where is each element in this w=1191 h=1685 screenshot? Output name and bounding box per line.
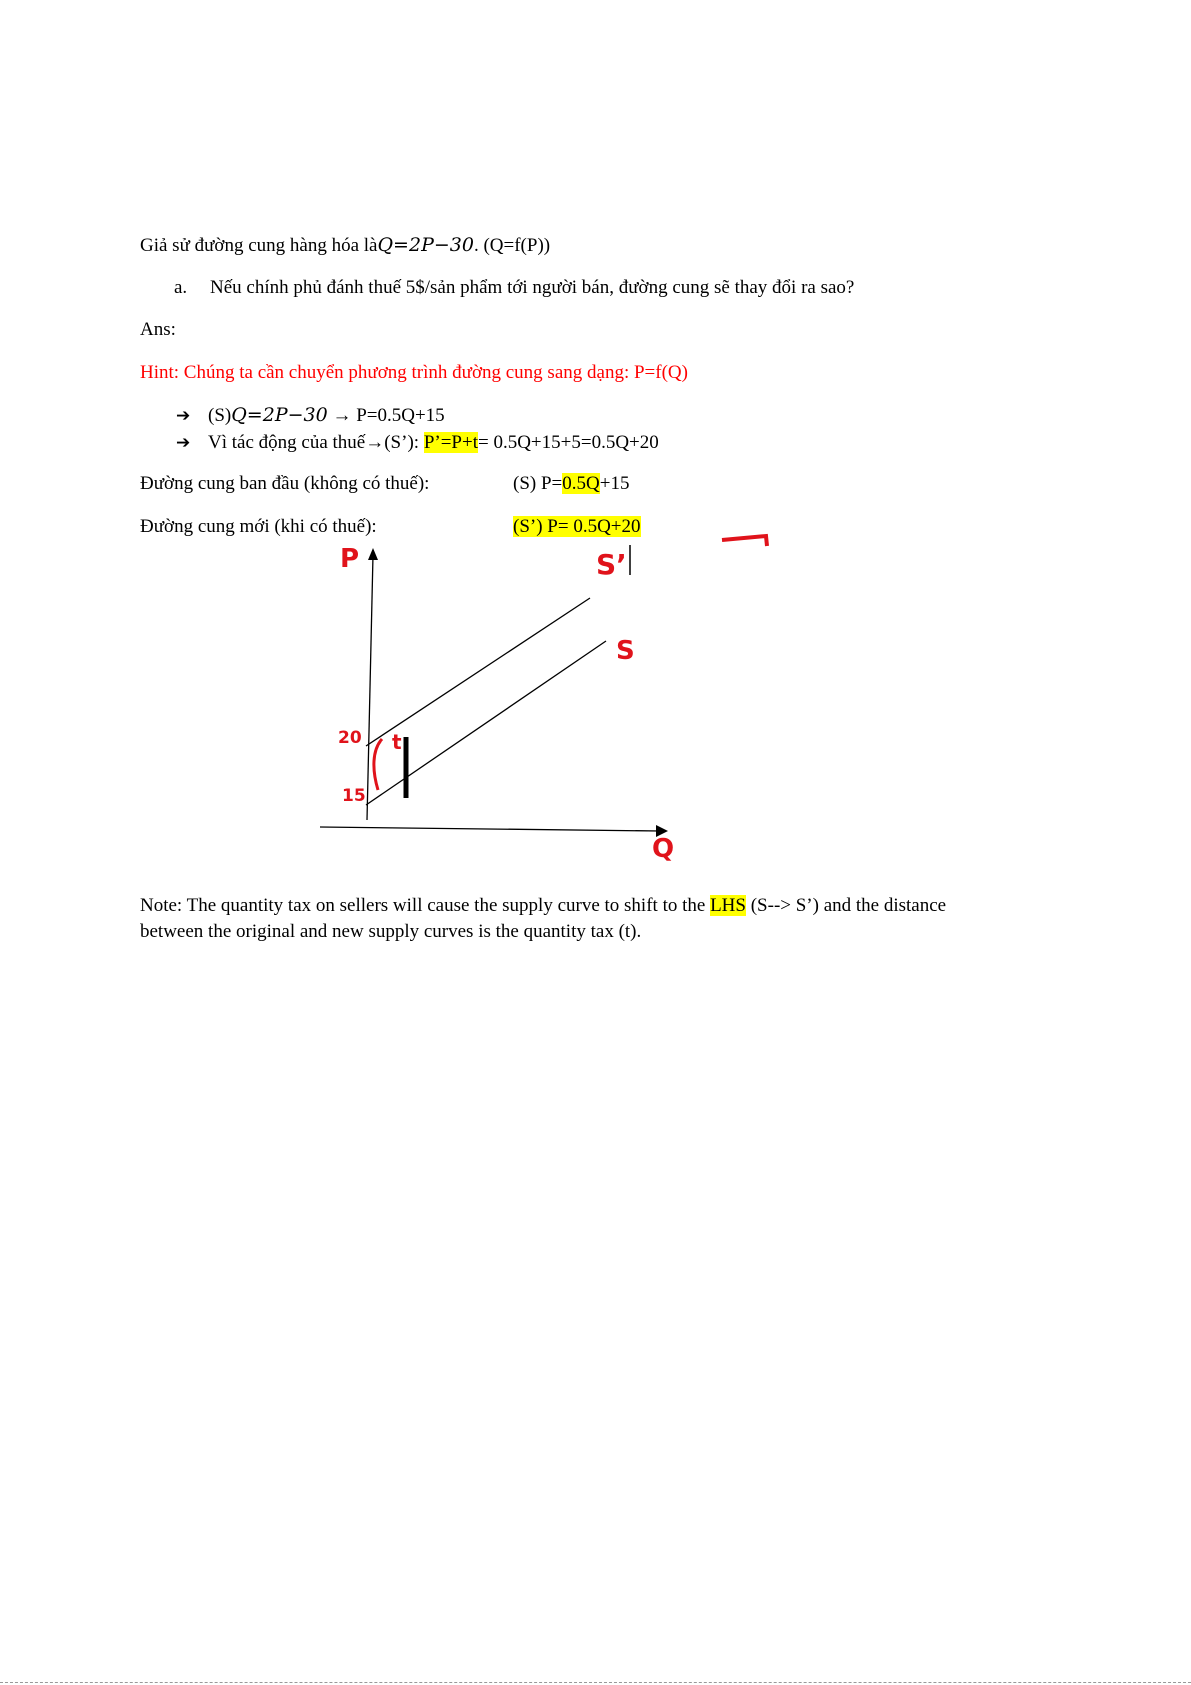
graph-x-axis-label: Q — [652, 834, 675, 864]
y-axis-arrow-icon — [368, 548, 378, 560]
x-axis — [320, 827, 660, 831]
brace-scribble-icon — [374, 739, 382, 790]
new-supply-eq-highlight: (S’) P= 0.5Q+20 — [513, 516, 641, 537]
original-supply-eq-suffix: +15 — [599, 473, 630, 494]
original-supply-eq-prefix: (S) P= — [513, 473, 563, 494]
new-supply-label: Đường cung mới (khi có thuế): — [140, 516, 377, 537]
supply-formula: Q=2P−30 — [377, 234, 474, 256]
step-1-suffix: → P=0.5Q+15 — [327, 405, 445, 426]
intercept-new-label: 20 — [338, 728, 362, 748]
answer-label: Ans: — [140, 319, 176, 340]
note-suffix: (S--> S’) and the distance — [745, 895, 947, 916]
problem-suffix: . (Q=f(P)) — [473, 235, 551, 256]
page-bottom-rule — [0, 1682, 1191, 1683]
original-supply-label: Đường cung ban đầu (không có thuế): — [140, 473, 430, 494]
y-axis — [367, 555, 373, 820]
tax-shift-label: t — [392, 730, 402, 754]
question-a-marker: a. — [174, 277, 188, 298]
note-prefix: Note: The quantity tax on sellers will cause the supply curve to shift to the — [140, 895, 711, 916]
step-1-prefix: (S) — [208, 405, 232, 426]
question-a-text: Nếu chính phủ đánh thuế 5$/sản phẩm tới người bán, đường cung sẽ thay đổi ra sao? — [210, 277, 855, 298]
note-line-1 — [140, 894, 946, 918]
arrow-bullet-icon: ➔ — [176, 406, 191, 426]
intercept-original-label: 15 — [342, 786, 366, 806]
step-1-formula: Q=2P−30 — [231, 404, 328, 426]
problem-intro: Giả sử đường cung hàng hóa là — [140, 235, 378, 256]
new-curve-label: S’ — [596, 548, 627, 581]
note-line-2: between the original and new supply curves is the quantity tax (t). — [140, 921, 642, 942]
note-highlight-lhs: LHS — [710, 895, 746, 916]
original-supply-eq-highlight: 0.5Q — [562, 473, 600, 494]
original-curve-label: S — [616, 636, 635, 666]
step-2-suffix: = 0.5Q+15+5=0.5Q+20 — [477, 432, 659, 453]
original-supply-curve — [366, 641, 606, 805]
step-2-highlight: P’=P+t — [423, 432, 478, 453]
new-supply-curve — [366, 598, 590, 746]
arrow-bullet-icon: ➔ — [176, 433, 191, 453]
step-2-prefix: Vì tác động của thuế→(S’): — [208, 432, 424, 453]
hint-text: Hint: Chúng ta cần chuyển phương trình đường cung sang dạng: P=f(Q) — [140, 362, 688, 383]
graph-y-axis-label: P — [340, 544, 360, 574]
red-scribble-icon — [722, 536, 767, 546]
